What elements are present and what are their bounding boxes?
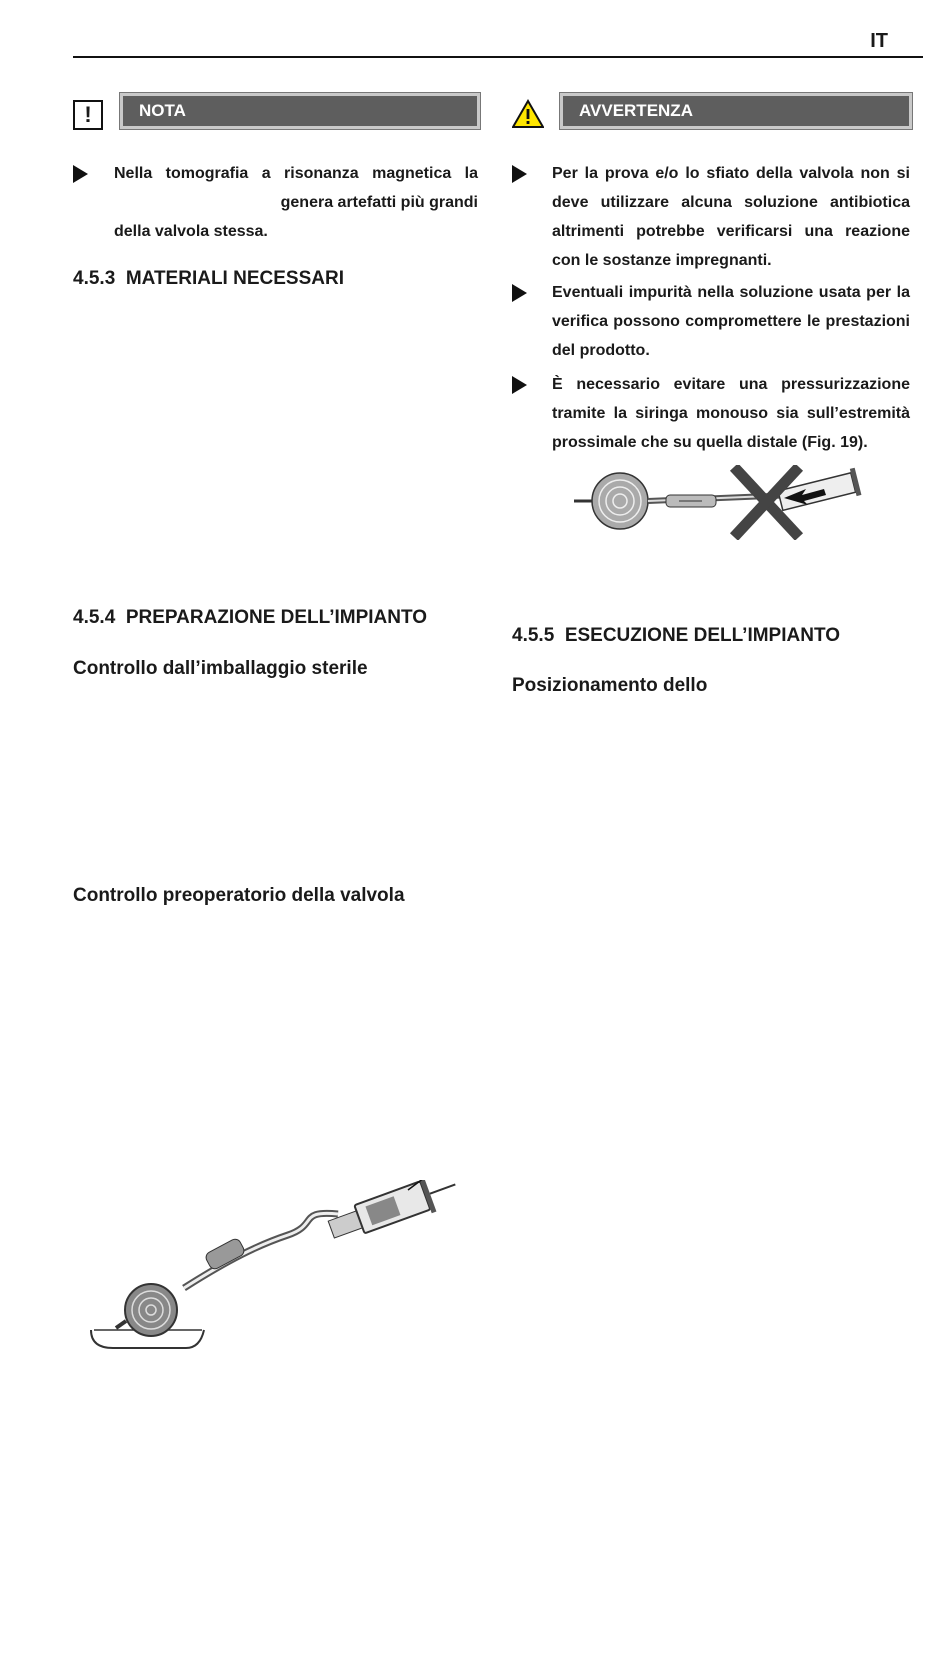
warning-bullet-impurities: Eventuali impurità nella soluzione usata per la verifica possono compromettere le prestazioni del prodotto. bbox=[552, 284, 910, 359]
valve-syringe-crossed-figure bbox=[574, 465, 864, 540]
warning-banner: AVVERTENZA bbox=[560, 93, 912, 129]
section-4-5-4-heading: 4.5.4 PREPARAZIONE DELL’IMPIANTO bbox=[73, 607, 428, 628]
warning-bullet-pressurization: È necessario evitare una pressurizzazione tramite la siringa monouso sia sull’estremità prossimale che su quella distale (Fig. 19). bbox=[552, 376, 910, 451]
language-code: IT bbox=[870, 30, 888, 52]
bullet-arrow-icon bbox=[512, 284, 527, 302]
bullet-arrow-icon bbox=[512, 376, 527, 394]
preoperative-valve-check-heading: Controllo preoperatorio della valvola bbox=[73, 885, 405, 906]
sterile-package-check-heading: Controllo dall’imballaggio sterile bbox=[73, 658, 368, 679]
valve-syringe-aspiration-figure bbox=[88, 1180, 468, 1355]
positioning-heading: Posizionamento dello bbox=[512, 675, 708, 696]
warning-triangle-icon bbox=[512, 99, 544, 129]
section-4-5-5-heading: 4.5.5 ESECUZIONE DELL’IMPIANTO bbox=[512, 625, 840, 646]
exclamation-icon: ! bbox=[73, 100, 103, 130]
warning-bullet-antibiotic: Per la prova e/o lo sfiato della valvola non si deve utilizzare alcuna soluzione antibiotica altrimenti potrebbe verificarsi una reazione con le sostanze impregnanti. bbox=[552, 165, 910, 269]
note-banner: NOTA bbox=[120, 93, 480, 129]
note-text-line-1: Nella tomografia a risonanza magnetica la bbox=[114, 165, 478, 182]
note-text-line-2: genera artefatti più grandi bbox=[280, 194, 478, 211]
header-rule bbox=[73, 56, 923, 58]
note-text-line-3: della valvola stessa. bbox=[114, 223, 268, 240]
section-4-5-3-heading: 4.5.3 MATERIALI NECESSARI bbox=[73, 268, 344, 289]
bullet-arrow-icon bbox=[512, 165, 527, 183]
bullet-arrow-icon bbox=[73, 165, 88, 183]
